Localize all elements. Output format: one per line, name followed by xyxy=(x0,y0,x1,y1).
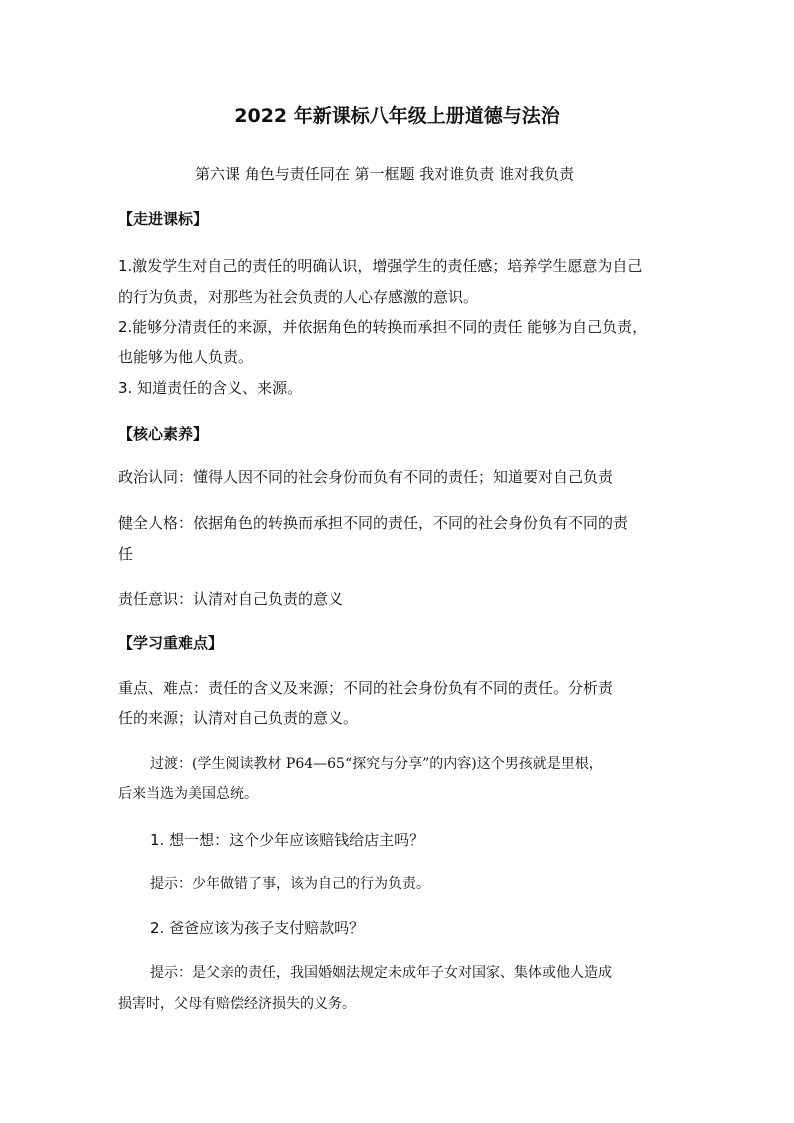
focus-line: 重点、难点：责任的含义及来源；不同的社会身份负有不同的责任。分析责 xyxy=(118,679,614,697)
answer-1: 提示：少年做错了事，该为自己的行为负责。 xyxy=(150,876,430,892)
literacy-line: 责任意识：认清对自己负责的意义 xyxy=(118,590,344,608)
standards-line: 也能够为他人负责。 xyxy=(118,348,254,366)
question-1: 1. 想一想：这个少年应该赔钱给店主吗？ xyxy=(150,831,425,849)
transition-text: 过渡：(学生阅读教材 P64—65“探究与分享”的内容)这个男孩就是里根， xyxy=(150,756,603,772)
standards-line: 2.能够分清责任的来源，并依据角色的转换而承担不同的责任 能够为自己负责， xyxy=(118,318,648,336)
standards-line: 3. 知道责任的含义、来源。 xyxy=(118,379,303,397)
lesson-subtitle: 第六课 角色与责任同在 第一框题 我对谁负责 谁对我负责 xyxy=(195,165,575,183)
standards-line: 1.激发学生对自己的责任的明确认识，增强学生的责任感；培养学生愿意为自己 xyxy=(118,257,643,275)
literacy-line: 健全人格：依据角色的转换而承担不同的责任，不同的社会身份负有不同的责 xyxy=(118,514,629,532)
transition-text: 后来当选为美国总统。 xyxy=(118,786,258,802)
standards-line: 的行为负责，对那些为社会负责的人心存感激的意识。 xyxy=(118,288,479,306)
literacy-line: 任 xyxy=(118,545,134,563)
literacy-line: 政治认同：懂得人因不同的社会身份而负有不同的责任；知道要对自己负责 xyxy=(118,468,614,486)
question-2: 2. 爸爸应该为孩子支付赔款吗？ xyxy=(150,919,365,937)
section-heading-focus: 【学习重难点】 xyxy=(118,634,224,652)
focus-line: 任的来源；认清对自己负责的意义。 xyxy=(118,709,359,727)
answer-2: 损害时，父母有赔偿经济损失的义务。 xyxy=(118,996,356,1012)
section-heading-standards: 【走进课标】 xyxy=(118,210,209,228)
section-heading-literacy: 【核心素养】 xyxy=(118,425,209,443)
page-title: 2022 年新课标八年级上册道德与法治 xyxy=(234,105,560,127)
answer-2: 提示：是父亲的责任，我国婚姻法规定未成年子女对国家、集体或他人造成 xyxy=(150,965,612,981)
